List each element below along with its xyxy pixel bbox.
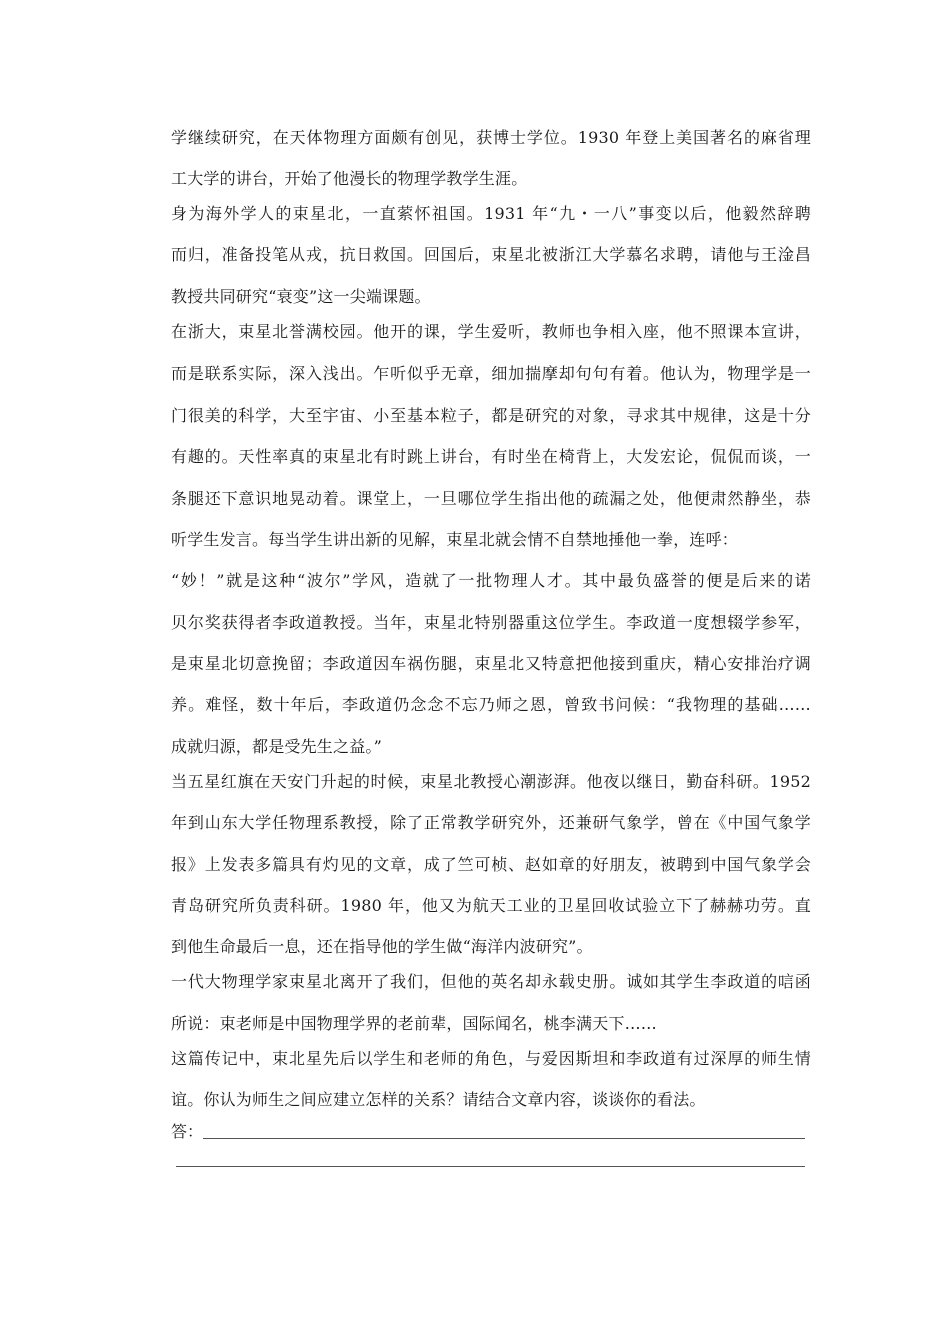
paragraph-line: 身为海外学人的束星北，一直萦怀祖国。1931 年“九・一八”事变以后，他毅然辞聘	[171, 204, 811, 223]
paragraph-line: “妙！”就是这种“波尔”学风，造就了一批物理人才。其中最负盛誉的便是后来的诺	[171, 571, 811, 590]
paragraph-line: 而归，准备投笔从戎，抗日救国。回国后，束星北被浙江大学慕名求聘，请他与王淦昌	[171, 245, 811, 264]
paragraph-line: 青岛研究所负责科研。1980 年，他又为航天工业的卫星回收试验立下了赫赫功劳。直	[171, 896, 811, 915]
paragraph-line: 有趣的。天性率真的束星北有时跳上讲台，有时坐在椅背上，大发宏论，侃侃而谈，一	[171, 447, 811, 466]
question-line: 这篇传记中，束北星先后以学生和老师的角色，与爱因斯坦和李政道有过深厚的师生情	[171, 1049, 811, 1068]
paragraph-line: 当五星红旗在天安门升起的时候，束星北教授心潮澎湃。他夜以继日，勤奋科研。1952	[171, 772, 811, 791]
paragraph-line: 而是联系实际，深入浅出。乍听似乎无章，细加揣摩却句句有着。他认为，物理学是一	[171, 364, 811, 383]
answer-blank-line[interactable]	[203, 1138, 805, 1139]
question-line: 谊。你认为师生之间应建立怎样的关系？请结合文章内容，谈谈你的看法。	[171, 1090, 706, 1109]
paragraph-line: 工大学的讲台，开始了他漫长的物理学教学生涯。	[171, 169, 528, 188]
paragraph-line: 教授共同研究“衰变”这一尖端课题。	[171, 287, 431, 306]
paragraph-line: 门很美的科学，大至宇宙、小至基本粒子，都是研究的对象，寻求其中规律，这是十分	[171, 406, 811, 425]
paragraph-line: 听学生发言。每当学生讲出新的见解，束星北就会情不自禁地捶他一拳，连呼：	[171, 530, 739, 549]
answer-blank-line[interactable]	[176, 1166, 805, 1167]
paragraph-line: 年到山东大学任物理系教授，除了正常教学研究外，还兼研气象学，曾在《中国气象学	[171, 813, 811, 832]
paragraph-line: 学继续研究，在天体物理方面颇有创见，获博士学位。1930 年登上美国著名的麻省理	[171, 128, 811, 147]
paragraph-line: 一代大物理学家束星北离开了我们，但他的英名却永载史册。诚如其学生李政道的唁函	[171, 972, 811, 991]
paragraph-line: 养。难怪，数十年后，李政道仍念念不忘乃师之恩，曾致书问候：“我物理的基础……	[171, 695, 811, 714]
paragraph-line: 报》上发表多篇具有灼见的文章，成了竺可桢、赵如章的好朋友，被聘到中国气象学会	[171, 855, 811, 874]
paragraph-line: 到他生命最后一息，还在指导他的学生做“海洋内波研究”。	[171, 937, 593, 956]
paragraph-line: 所说：束老师是中国物理学界的老前辈，国际闻名，桃李满天下……	[171, 1014, 658, 1033]
paragraph-line: 是束星北切意挽留；李政道因车祸伤腿，束星北又特意把他接到重庆，精心安排治疗调	[171, 654, 811, 673]
paragraph-line: 贝尔奖获得者李政道教授。当年，束星北特别器重这位学生。李政道一度想辍学参军，	[171, 613, 811, 632]
paragraph-line: 条腿还下意识地晃动着。课堂上，一旦哪位学生指出他的疏漏之处，他便肃然静坐，恭	[171, 489, 811, 508]
paragraph-line: 在浙大，束星北誉满校园。他开的课，学生爱听，教师也争相入座，他不照课本宣讲，	[171, 322, 811, 341]
answer-label: 答：	[171, 1122, 204, 1141]
paragraph-line: 成就归源，都是受先生之益。”	[171, 737, 382, 756]
